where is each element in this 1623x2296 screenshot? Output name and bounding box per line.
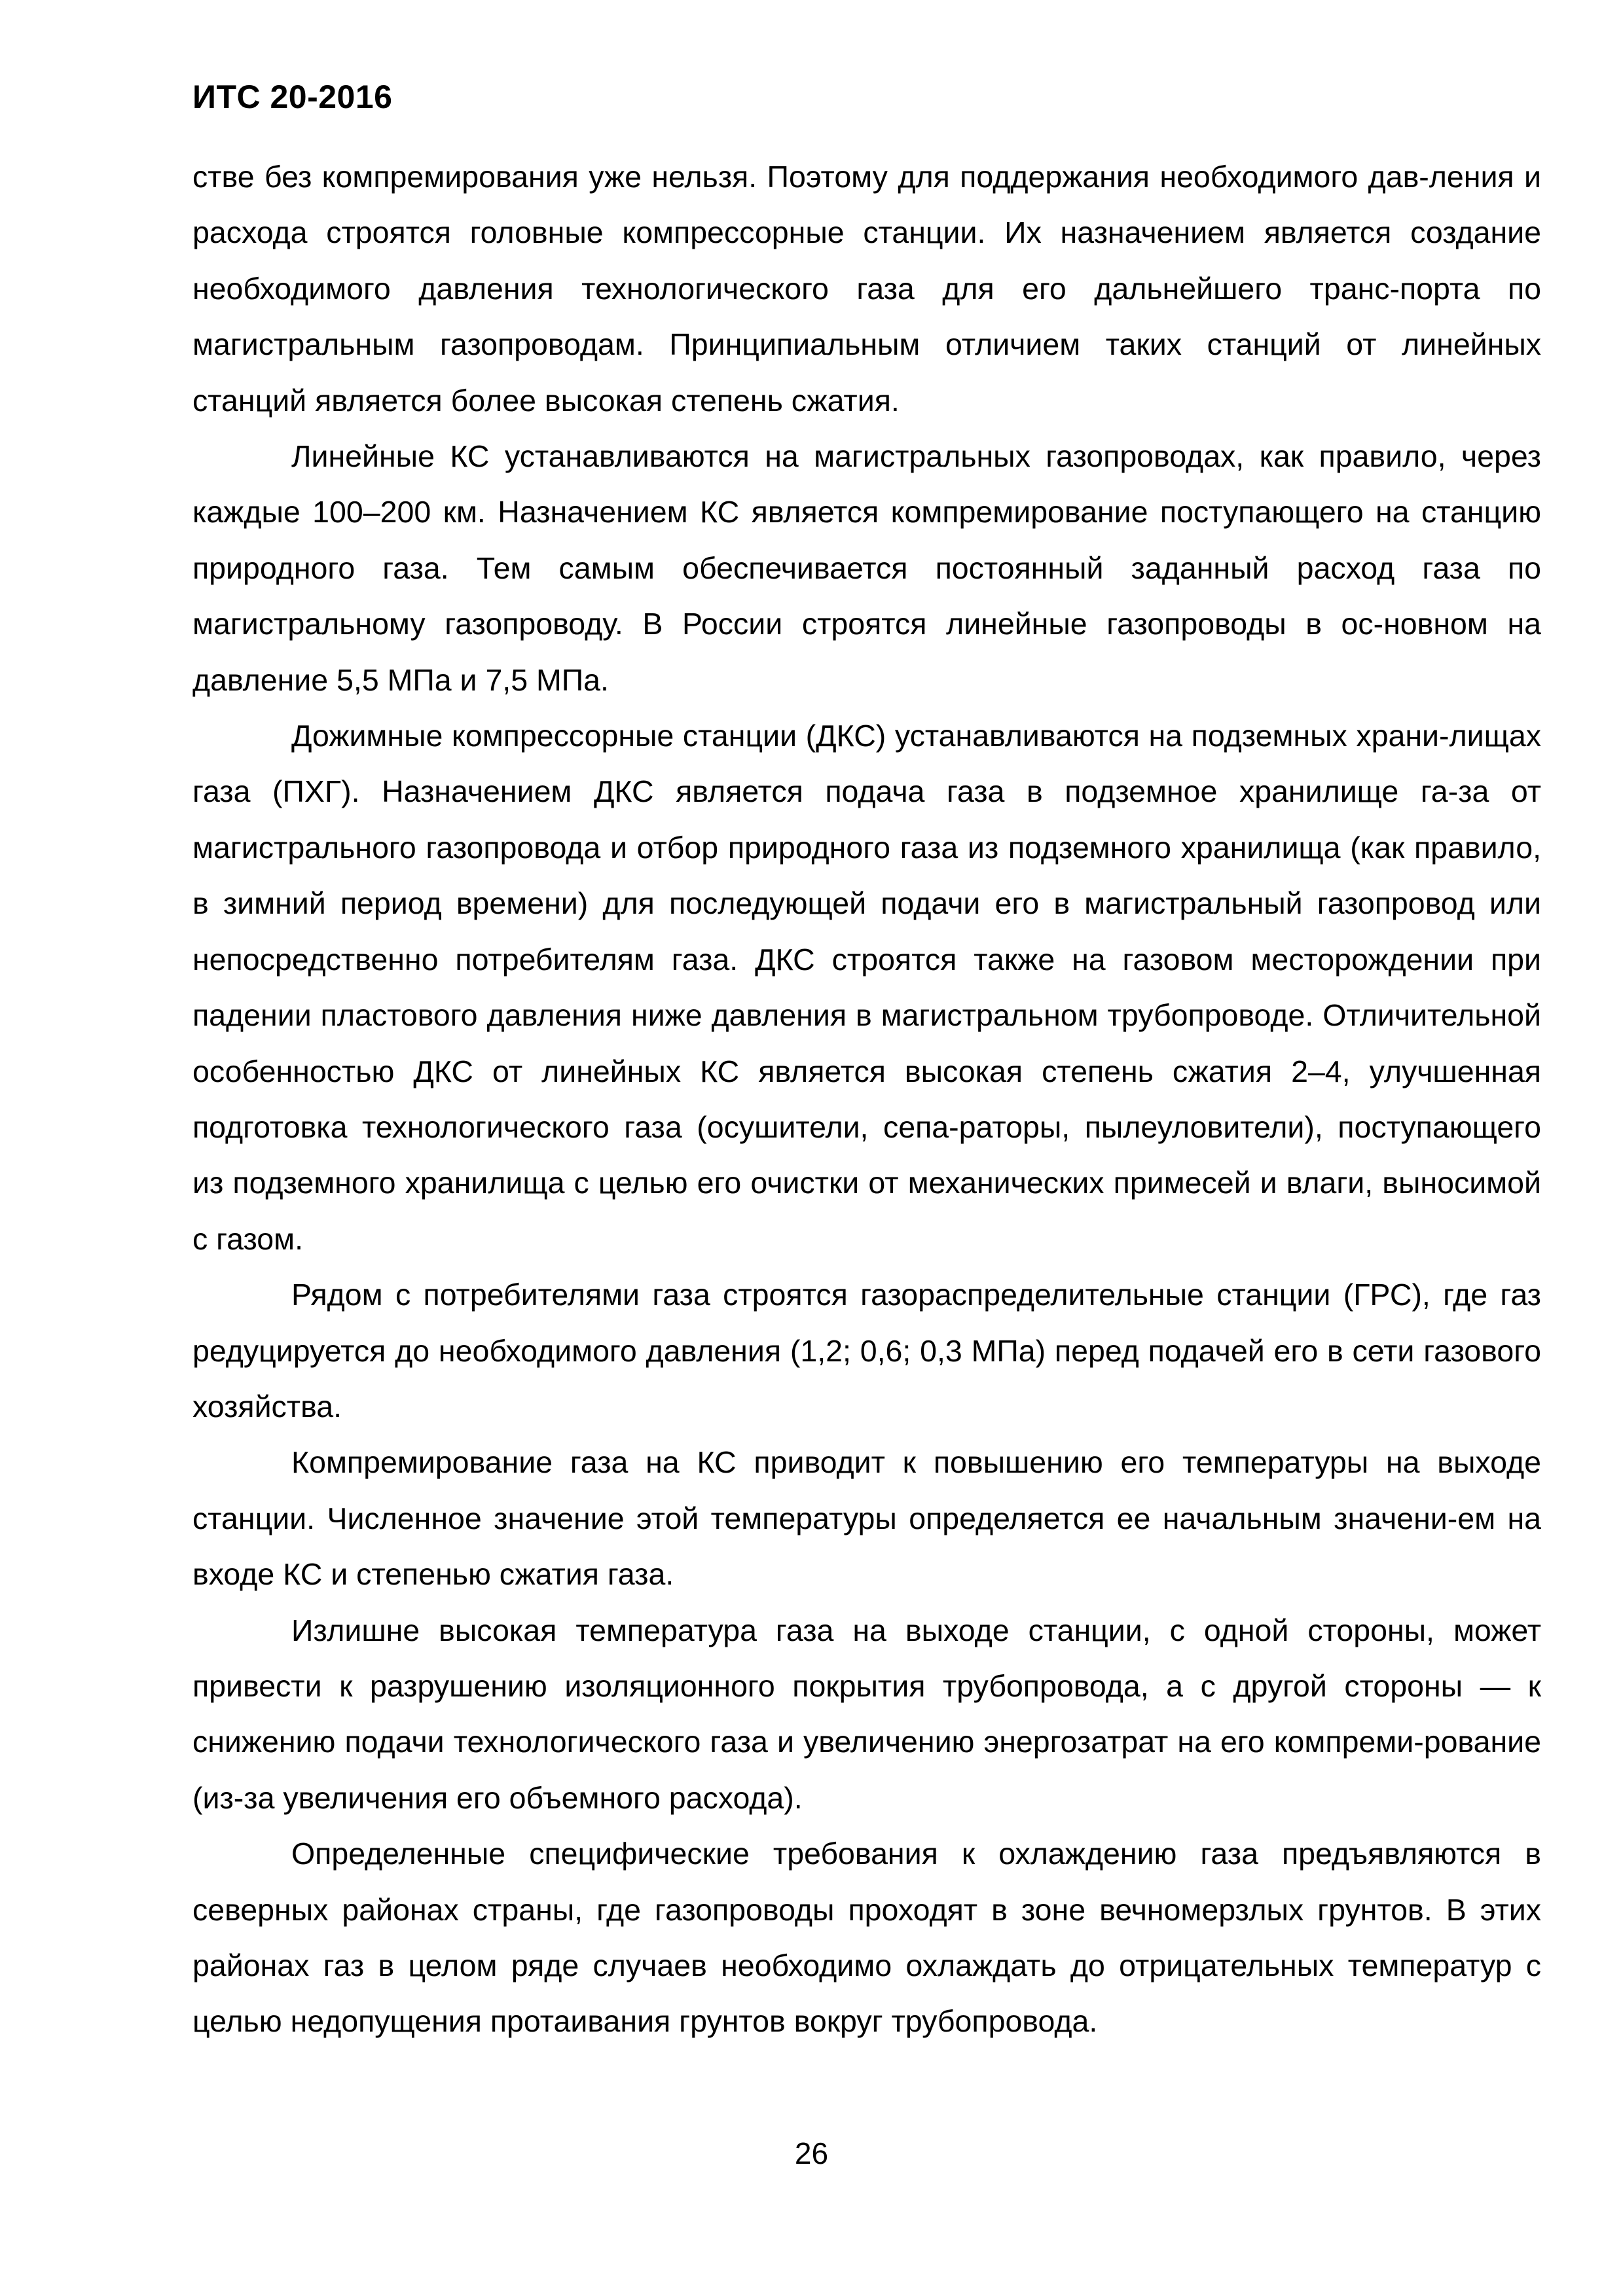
page-number: 26: [794, 2136, 829, 2170]
document-body: [192, 149, 1541, 2050]
paragraph-grs: Рядом с потребителями газа строятся газораспределительные станции (ГРС), где газ редуцируется до необходимого давления (1,2; 0,6; 0,3 МПа) перед подачей его в сети газового хозяйства.: [192, 1278, 1541, 1424]
paragraph-linear-cs: Линейные КС устанавливаются на магистральных газопроводах, как правило, через каждые 100–200 км. Назначением КС является компремирование поступающего на станцию природного газа. Тем самым обеспечивается постоянный заданный расход газа по магистральному газопроводу. В России строятся линейные газопроводы в ос-новном на давление 5,5 МПа и 7,5 МПа.: [192, 439, 1541, 697]
paragraph-high-temperature: Излишне высокая температура газа на выходе станции, с одной стороны, может привести к разрушению изоляционного покрытия трубопровода, а с другой стороны — к снижению подачи технологического газа и увеличению энергозатрат на его компреми-рование (из-за увеличения его объемного расхода).: [192, 1613, 1541, 1815]
paragraph-booster-cs: Дожимные компрессорные станции (ДКС) устанавливаются на подземных храни-лищах газа (ПХГ). Назначением ДКС является подача газа в подземное хранилище га-за от магистрального газопровода и отбор природного газа из подземного хранилища (как правило, в зимний период времени) для последующей подачи его в магистральный газопровод или непосредственно потребителям газа. ДКС строятся также на газовом месторождении при падении пластового давления ниже давления в магистральном трубопроводе. Отличительной особенностью ДКС от линейных КС является высокая степень сжатия 2–4, улучшенная подготовка технологического газа (осушители, сепа-раторы, пылеуловители), поступающего из подземного хранилища с целью его очистки от механических примесей и влаги, выносимой с газом.: [192, 719, 1541, 1256]
paragraph-northern-regions: Определенные специфические требования к охлаждению газа предъявляются в северных районах страны, где газопроводы проходят в зоне вечномерзлых грунтов. В этих районах газ в целом ряде случаев необходимо охлаждать до отрицательных температур с целью недопущения протаивания грунтов вокруг трубопровода.: [192, 1837, 1541, 2039]
document-header: ИТС 20-2016: [192, 79, 393, 115]
paragraph-compression-temperature: Компремирование газа на КС приводит к повышению его температуры на выходе станции. Численное значение этой температуры определяется ее начальным значени-ем на входе КС и степенью сжатия газа.: [192, 1445, 1541, 1592]
paragraph-continuation: стве без компремирования уже нельзя. Поэтому для поддержания необходимого дав-ления и расхода строятся головные компрессорные станции. Их назначением является создание необходимого давления технологического газа для его дальнейшего транс-порта по магистральным газопроводам. Принципиальным отличием таких станций от линейных станций является более высокая степень сжатия.: [192, 160, 1541, 418]
